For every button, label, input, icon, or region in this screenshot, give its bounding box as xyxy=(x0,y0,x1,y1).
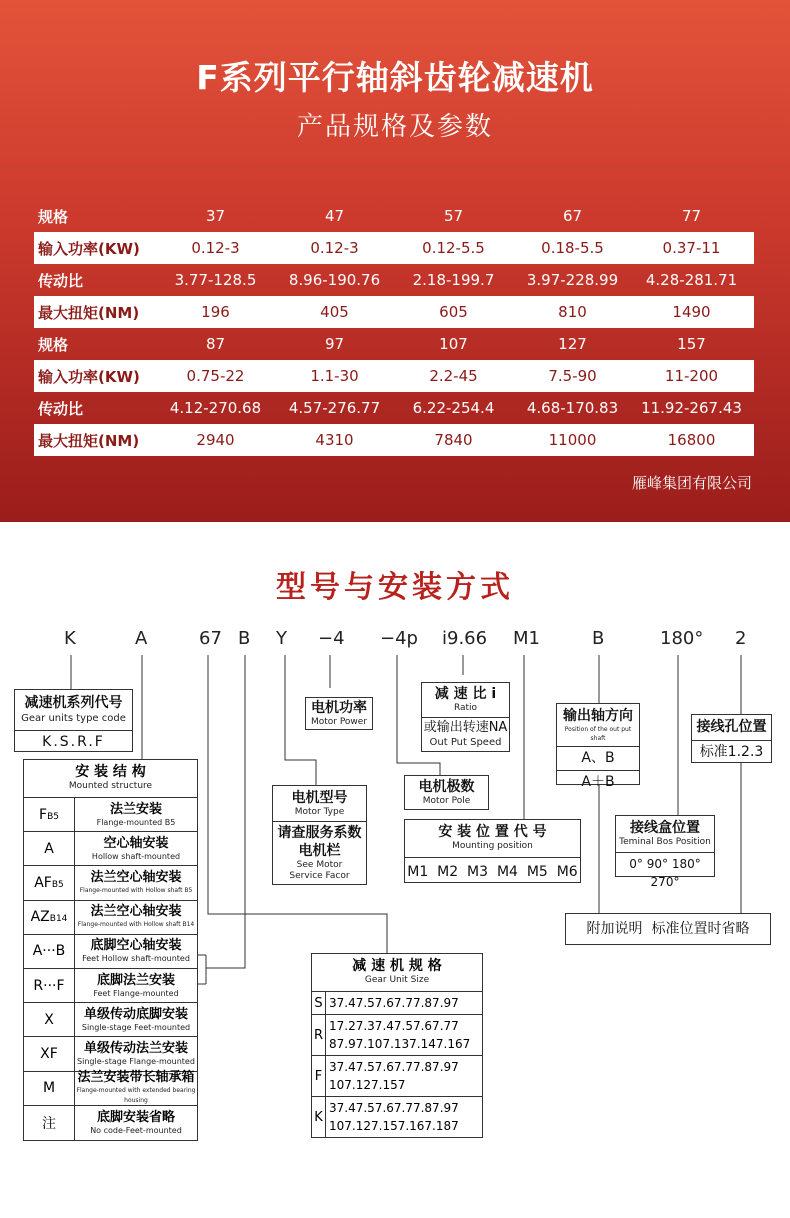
spec-cell: 1.1-30 xyxy=(310,367,359,385)
code-a: A xyxy=(135,628,148,649)
spec-cell: 2940 xyxy=(196,431,235,449)
spec-cell: 4.57-276.77 xyxy=(288,399,381,417)
mount-desc-cn: 底脚空心轴安装 xyxy=(90,938,182,954)
terminal-box-values: 0° 90° 180° 270° xyxy=(616,852,714,891)
gear-size-key: F xyxy=(312,1056,326,1096)
mount-row-desc xyxy=(75,1072,197,1105)
spec-cell: 4.68-170.83 xyxy=(526,399,619,417)
mount-row xyxy=(24,1072,197,1106)
mount-desc-cn: 法兰空心轴安装 xyxy=(90,869,182,885)
mount-row xyxy=(24,1003,197,1037)
gear-size-key: R xyxy=(312,1015,326,1055)
mount-code-text: 注 xyxy=(42,1115,56,1132)
code-67: 67 xyxy=(199,628,222,649)
mount-desc-cn: 法兰安装 xyxy=(109,801,162,817)
mount-row-desc xyxy=(75,901,197,934)
mount-code-text: X xyxy=(44,1011,54,1028)
spec-cell: 1490 xyxy=(672,303,711,321)
motor-pole-title: 电机极数 xyxy=(418,779,475,795)
mount-code-text: AF xyxy=(34,874,52,891)
note-box xyxy=(565,913,771,945)
spec-cell: 0.37-11 xyxy=(662,239,721,257)
gear-size-title: 减 速 机 规 格 xyxy=(352,958,442,974)
spec-row-label: 规格 xyxy=(38,207,69,226)
gear-size-line: 107.127.157 xyxy=(329,1078,406,1092)
mount-row-code xyxy=(24,1037,75,1070)
mount-code-text: M xyxy=(42,1080,56,1097)
motor-type-box xyxy=(272,785,367,885)
code-ratio: i9.66 xyxy=(442,628,488,649)
gear-size-row xyxy=(312,992,482,1015)
terminal-box-box xyxy=(615,815,715,889)
spec-row-label: 输入功率(KW) xyxy=(38,367,140,386)
mount-desc-cn: 法兰空心轴安装 xyxy=(90,904,182,920)
gear-size-line: 37.47.57.67.77.87.97 xyxy=(329,1060,459,1074)
ratio-speed: 或输出转速NA xyxy=(422,717,509,737)
mount-desc-cn: 单级传动底脚安装 xyxy=(83,1006,188,1022)
mount-row-desc xyxy=(75,935,197,968)
mount-row xyxy=(24,901,197,935)
spec-cell: 57 xyxy=(443,207,464,225)
spec-row-label: 最大扭矩(NM) xyxy=(38,303,140,322)
mount-row-code xyxy=(24,1072,75,1105)
code-y: Y xyxy=(276,628,287,649)
mount-desc-cn: 法兰安装带长轴承箱 xyxy=(77,1070,195,1086)
mount-desc-en: Feet Hollow shaft-mounted xyxy=(82,954,190,964)
spec-cell: 97 xyxy=(324,335,345,353)
mount-row xyxy=(24,832,197,866)
mount-code-text: AZ xyxy=(30,909,50,926)
mount-desc-en: No code-Feet-mounted xyxy=(90,1125,182,1135)
mount-row xyxy=(24,1037,197,1071)
spec-row-label: 最大扭矩(NM) xyxy=(38,431,140,450)
spec-cell: 2.2-45 xyxy=(429,367,478,385)
mount-code-text: R···F xyxy=(33,977,65,994)
spec-cell: 4.28-281.71 xyxy=(645,271,738,289)
gear-size-table xyxy=(311,953,483,1138)
series-code-title: 减速机系列代号 xyxy=(24,695,123,711)
gear-size-values xyxy=(326,1097,482,1137)
spec-cell: 67 xyxy=(562,207,583,225)
series-code-en: Gear units type code xyxy=(21,713,126,724)
spec-cell: 3.97-228.99 xyxy=(526,271,619,289)
mounting-position-values: M1 M2 M3 M4 M5 M6 xyxy=(405,857,580,881)
mount-row xyxy=(24,798,197,832)
gear-size-values xyxy=(326,1015,482,1055)
motor-pole-box xyxy=(404,775,489,810)
motor-power-title: 电机功率 xyxy=(311,700,367,716)
spec-cell: 16800 xyxy=(667,431,716,449)
spec-cell: 4310 xyxy=(315,431,354,449)
page-title: F系列平行轴斜齿轮减速机 xyxy=(196,58,594,97)
mounting-structure-table xyxy=(23,759,198,1141)
mount-row-code xyxy=(24,798,75,831)
mount-code-text: A···B xyxy=(32,943,66,960)
mount-row-code xyxy=(24,1106,75,1140)
spec-row-label: 规格 xyxy=(38,335,69,354)
mount-row xyxy=(24,866,197,900)
code-b: B xyxy=(238,628,251,649)
mount-desc-cn: 底脚法兰安装 xyxy=(96,972,175,988)
spec-cell: 8.96-190.76 xyxy=(288,271,381,289)
motor-type-title: 电机型号 xyxy=(291,790,348,806)
motor-pole-en: Motor Pole xyxy=(422,796,471,806)
gear-size-line: 107.127.157.167.187 xyxy=(329,1119,459,1133)
mount-code-sub: B5 xyxy=(47,811,59,822)
mount-row-code xyxy=(24,969,75,1002)
ratio-en: Ratio xyxy=(453,703,478,713)
code-minus4: −4 xyxy=(318,628,345,649)
gear-size-line: 17.27.37.47.57.67.77 xyxy=(329,1019,459,1033)
spec-cell: 0.75-22 xyxy=(186,367,245,385)
mount-row-desc xyxy=(75,798,197,831)
mounting-structure-header xyxy=(24,760,197,798)
mount-row-desc xyxy=(75,832,197,865)
spec-cell: 0.12-3 xyxy=(191,239,240,257)
gear-size-rows xyxy=(312,992,482,1137)
mount-code-text: XF xyxy=(40,1045,58,1062)
spec-row-label: 传动比 xyxy=(38,399,84,418)
mounting-position-title: 安 装 位 置 代 号 xyxy=(438,824,547,840)
mount-row-code xyxy=(24,1003,75,1036)
series-code-box xyxy=(14,689,133,752)
spec-cell: 0.12-3 xyxy=(310,239,359,257)
mounting-structure-title: 安 装 结 构 xyxy=(75,764,146,780)
mounting-structure-en: Mounted structure xyxy=(68,781,153,791)
mount-desc-en: Single-stage Flange-mounted xyxy=(77,1056,195,1066)
section-title: 型号与安装方式 xyxy=(276,570,514,605)
spec-cell: 7840 xyxy=(434,431,473,449)
terminal-box-en: Teminal Bos Position xyxy=(619,837,711,847)
code-2: 2 xyxy=(735,628,747,649)
spec-cell: 405 xyxy=(320,303,349,321)
mount-desc-en: Single-stage Feet-mounted xyxy=(81,1022,191,1032)
gear-size-row xyxy=(312,1097,482,1137)
gear-size-line: 37.47.57.67.77.87.97 xyxy=(329,996,459,1010)
mount-desc-en: Flange-mounted with Hollow shaft B14 xyxy=(77,921,195,929)
note-text: 附加说明 标准位置时省略 xyxy=(586,921,750,937)
spec-cell: 605 xyxy=(439,303,468,321)
code-b2: B xyxy=(592,628,605,649)
series-code-value: K.S.R.F xyxy=(15,730,132,751)
spec-cell: 196 xyxy=(201,303,230,321)
mount-code-text: A xyxy=(44,840,54,857)
spec-cell: 87 xyxy=(205,335,226,353)
spec-cell: 11-200 xyxy=(664,367,719,385)
code-m1: M1 xyxy=(513,628,540,649)
output-shaft-box xyxy=(556,703,640,790)
company-name: 雁峰集团有限公司 xyxy=(631,474,752,492)
gear-size-row xyxy=(312,1015,482,1056)
mount-code-sub: B14 xyxy=(49,914,68,925)
spec-cell: 127 xyxy=(558,335,587,353)
spec-cell: 77 xyxy=(681,207,702,225)
gear-size-header xyxy=(312,954,482,992)
spec-row-label: 传动比 xyxy=(38,271,84,290)
motor-power-box xyxy=(305,697,373,730)
code-180: 180° xyxy=(660,628,704,649)
spec-cell: 7.5-90 xyxy=(548,367,597,385)
motor-power-en: Motor Power xyxy=(310,717,368,727)
mount-row-code xyxy=(24,901,75,934)
output-shaft-ab: A、B xyxy=(557,746,639,770)
spec-cell: 6.22-254.4 xyxy=(412,399,495,417)
terminal-hole-title: 接线孔位置 xyxy=(696,719,767,735)
ratio-box xyxy=(421,682,510,752)
terminal-hole-box xyxy=(691,714,772,763)
gear-size-values xyxy=(326,992,482,1014)
spec-cell: 0.12-5.5 xyxy=(422,239,485,257)
output-shaft-aplusb: A＋B xyxy=(557,770,639,791)
spec-cell: 11.92-267.43 xyxy=(641,399,742,417)
mounting-position-en: Mounting position xyxy=(452,841,533,851)
gear-size-key: S xyxy=(312,992,326,1014)
mounting-position-box xyxy=(404,819,581,883)
mount-row xyxy=(24,1106,197,1140)
mount-row-desc xyxy=(75,1003,197,1036)
mount-row-code xyxy=(24,832,75,865)
gear-size-values xyxy=(326,1056,482,1096)
gear-size-line: 37.47.57.67.77.87.97 xyxy=(329,1101,459,1115)
mount-code-sub: B5 xyxy=(51,879,64,890)
spec-cell: 2.18-199.7 xyxy=(412,271,495,289)
spec-cell: 37 xyxy=(205,207,226,225)
spec-cell: 11000 xyxy=(548,431,597,449)
mount-desc-cn: 单级传动法兰安装 xyxy=(83,1040,188,1056)
output-shaft-title: 输出轴方向 xyxy=(563,708,633,724)
mount-row-code xyxy=(24,935,75,968)
terminal-hole-value: 标准1.2.3 xyxy=(692,740,771,761)
spec-cell: 107 xyxy=(439,335,468,353)
spec-cell: 4.12-270.68 xyxy=(169,399,262,417)
spec-cell: 810 xyxy=(558,303,587,321)
mount-desc-cn: 底脚安装省略 xyxy=(96,1109,175,1125)
motor-type-note2: 电机栏 xyxy=(298,843,341,859)
motor-type-en2: See Motor Service Facor xyxy=(289,860,350,881)
code-minus4p: −4p xyxy=(380,628,418,649)
output-shaft-en: Position of the out put shaft xyxy=(564,726,632,742)
mount-desc-en: Flange-mounted with Hollow shaft B5 xyxy=(79,886,193,894)
motor-type-note1: 请查服务系数 xyxy=(273,821,366,842)
mount-row-desc xyxy=(75,1037,197,1070)
spec-cell: 0.18-5.5 xyxy=(541,239,604,257)
mount-desc-cn: 空心轴安装 xyxy=(103,835,169,851)
mount-row-desc xyxy=(75,969,197,1002)
mounting-structure-rows xyxy=(24,798,197,1140)
motor-type-en: Motor Type xyxy=(294,807,345,817)
mount-row xyxy=(24,969,197,1003)
spec-cell: 47 xyxy=(324,207,345,225)
mount-desc-en: Feet Flange-mounted xyxy=(93,988,179,998)
gear-size-row xyxy=(312,1056,482,1097)
page-subtitle: 产品规格及参数 xyxy=(296,112,493,142)
code-k: K xyxy=(64,628,76,649)
gear-size-key: K xyxy=(312,1097,326,1137)
spec-row-label: 输入功率(KW) xyxy=(38,239,140,258)
mount-row-desc xyxy=(75,1106,197,1140)
ratio-title: 减 速 比 i xyxy=(434,686,497,702)
mount-row-desc xyxy=(75,866,197,899)
spec-cell: 3.77-128.5 xyxy=(174,271,257,289)
mount-row xyxy=(24,935,197,969)
mount-desc-en: Flange-mounted B5 xyxy=(96,817,176,827)
mount-desc-en: Hollow shaft-mounted xyxy=(91,851,181,861)
spec-cell: 157 xyxy=(677,335,706,353)
terminal-box-title: 接线盒位置 xyxy=(630,820,700,836)
mount-row-code xyxy=(24,866,75,899)
mount-code-text: F xyxy=(39,806,48,823)
mount-desc-en: Flange-mounted with extended bearing housing xyxy=(76,1087,196,1105)
gear-size-en: Gear Unit Size xyxy=(364,975,430,985)
ratio-speed-en: Out Put Speed xyxy=(429,737,502,748)
gear-size-line: 87.97.107.137.147.167 xyxy=(329,1037,471,1051)
